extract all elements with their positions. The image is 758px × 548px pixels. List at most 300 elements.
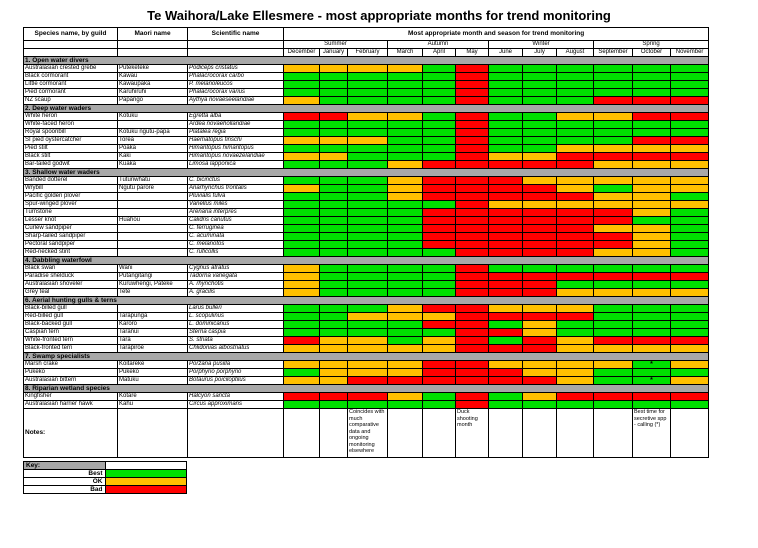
month-cell-may [456,113,489,121]
month-cell-december [284,65,320,73]
month-cell-march [388,249,423,257]
month-cell-february [348,305,388,313]
month-cell-march [388,273,423,281]
species-name-cell: Black stilt [24,153,118,161]
month-cell-november [671,153,709,161]
maori-name-cell: Huahou [118,217,188,225]
month-header: May [456,49,489,57]
maori-name-cell [118,241,188,249]
empty-cell [118,49,188,57]
scientific-name-cell: Tadorna variegata [188,273,284,281]
month-cell-october [633,73,671,81]
month-cell-april [423,377,456,385]
month-cell-august [557,161,594,169]
month-cell-may [456,161,489,169]
note-cell-september [594,409,633,458]
month-cell-july [523,249,557,257]
month-cell-february [348,81,388,89]
month-cell-march [388,225,423,233]
month-cell-november [671,361,709,369]
month-cell-march [388,329,423,337]
month-cell-june [489,153,523,161]
month-cell-october [633,193,671,201]
scientific-name-cell: Porphyrio porphyrio [188,369,284,377]
month-cell-february [348,89,388,97]
maori-name-cell: Tete [118,289,188,297]
month-cell-february [348,273,388,281]
month-cell-january [320,65,348,73]
month-cell-april [423,321,456,329]
month-cell-october [633,313,671,321]
month-cell-august [557,281,594,289]
month-cell-august [557,153,594,161]
month-cell-may [456,97,489,105]
species-name-cell: Sharp-tailed sandpiper [24,233,118,241]
month-cell-may [456,369,489,377]
month-cell-october [633,145,671,153]
month-cell-august [557,289,594,297]
month-cell-april [423,313,456,321]
scientific-name-cell: Porzana pusilla [188,361,284,369]
guild-section-row [24,297,709,305]
month-cell-may [456,329,489,337]
month-cell-april [423,345,456,353]
month-cell-december [284,209,320,217]
scientific-name-cell: Aythya novaeseelandiae [188,97,284,105]
month-cell-march [388,89,423,97]
month-cell-january [320,209,348,217]
species-name-cell: Black-billed gull [24,305,118,313]
month-cell-june [489,281,523,289]
month-cell-october [633,97,671,105]
month-cell-september [594,97,633,105]
month-cell-september [594,305,633,313]
species-row [24,89,709,97]
species-row [24,281,709,289]
month-cell-december [284,217,320,225]
scientific-name-cell: Chlidonias albostriatus [188,345,284,353]
month-cell-march [388,321,423,329]
month-cell-april [423,393,456,401]
maori-name-cell: Pukeko [118,369,188,377]
month-cell-november [671,145,709,153]
maori-name-cell: Kawau [118,73,188,81]
empty-cell [105,462,187,470]
month-cell-december [284,201,320,209]
maori-name-cell: Putangitangi [118,273,188,281]
month-cell-december [284,225,320,233]
month-header: August [557,49,594,57]
maori-name-cell [118,249,188,257]
month-cell-november [671,217,709,225]
month-cell-may [456,273,489,281]
scientific-name-cell: C. ferruginea [188,225,284,233]
month-cell-november [671,121,709,129]
month-cell-april [423,305,456,313]
month-cell-january [320,201,348,209]
scientific-name-cell: Circus approximans [188,401,284,409]
month-cell-january [320,81,348,89]
month-cell-april [423,193,456,201]
month-cell-february [348,241,388,249]
month-cell-february [348,217,388,225]
month-cell-january [320,129,348,137]
month-cell-may [456,217,489,225]
month-cell-february [348,361,388,369]
month-cell-june [489,377,523,385]
month-cell-september [594,113,633,121]
month-cell-february [348,113,388,121]
month-cell-february [348,321,388,329]
month-cell-august [557,177,594,185]
species-name-cell: Wrybill [24,185,118,193]
species-row [24,129,709,137]
guild-section-row [24,105,709,113]
maori-name-cell [118,209,188,217]
empty-cell [188,409,284,458]
month-cell-may [456,233,489,241]
month-cell-january [320,185,348,193]
month-cell-april [423,249,456,257]
month-cell-april [423,81,456,89]
month-cell-november [671,209,709,217]
month-cell-november [671,313,709,321]
month-cell-may [456,345,489,353]
scientific-name-cell: C. melanotos [188,241,284,249]
month-cell-january [320,241,348,249]
key-item-row [24,478,187,486]
month-cell-november [671,329,709,337]
note-cell-january [320,409,348,458]
month-cell-august [557,377,594,385]
month-cell-june [489,201,523,209]
month-cell-april [423,361,456,369]
month-cell-september [594,193,633,201]
month-header: September [594,49,633,57]
maori-name-cell: Kahu [118,401,188,409]
month-cell-october [633,249,671,257]
species-name-cell: Kingfisher [24,393,118,401]
month-cell-july [523,273,557,281]
month-cell-august [557,265,594,273]
month-cell-july [523,129,557,137]
species-name-cell: Marsh crake [24,361,118,369]
month-cell-january [320,249,348,257]
month-cell-march [388,289,423,297]
month-cell-july [523,337,557,345]
month-cell-july [523,113,557,121]
month-cell-september [594,225,633,233]
month-cell-july [523,265,557,273]
month-cell-july [523,97,557,105]
species-name-cell: White heron [24,113,118,121]
month-cell-february [348,121,388,129]
month-cell-october [633,273,671,281]
month-cell-february [348,129,388,137]
month-cell-june [489,65,523,73]
month-cell-september [594,177,633,185]
maori-name-cell: Ngutu parore [118,185,188,193]
month-cell-september [594,345,633,353]
species-name-cell: Black cormorant [24,73,118,81]
month-cell-july [523,153,557,161]
month-cell-may [456,281,489,289]
month-cell-july [523,185,557,193]
month-cell-march [388,217,423,225]
month-cell-january [320,281,348,289]
month-cell-december [284,401,320,409]
month-cell-july [523,201,557,209]
key-item-row [24,470,187,478]
species-row [24,81,709,89]
month-cell-november [671,249,709,257]
guild-section-header: 1. Open water divers [24,57,709,65]
month-cell-february [348,289,388,297]
month-cell-june [489,393,523,401]
month-cell-june [489,177,523,185]
guild-section-row [24,169,709,177]
maori-name-cell: Tarapiroe [118,345,188,353]
species-row [24,401,709,409]
note-cell-november [671,409,709,458]
month-cell-september [594,321,633,329]
month-cell-march [388,113,423,121]
month-cell-september [594,89,633,97]
species-name-cell: Black-fronted tern [24,345,118,353]
scientific-name-cell: Sterna caspia [188,329,284,337]
month-cell-august [557,65,594,73]
month-cell-november [671,97,709,105]
month-cell-february [348,193,388,201]
month-cell-august [557,225,594,233]
month-cell-march [388,377,423,385]
month-cell-august [557,233,594,241]
key-swatch-best [105,470,187,478]
month-cell-february [348,393,388,401]
month-cell-august [557,73,594,81]
scientific-name-cell: C. acuminata [188,233,284,241]
month-cell-june [489,249,523,257]
empty-cell [24,41,118,49]
month-cell-july [523,345,557,353]
month-cell-october [633,345,671,353]
month-cell-august [557,89,594,97]
month-cell-april [423,281,456,289]
month-cell-september [594,129,633,137]
month-cell-november [671,73,709,81]
month-cell-december [284,153,320,161]
month-cell-january [320,265,348,273]
month-cell-july [523,377,557,385]
species-name-cell: Royal spoonbill [24,129,118,137]
maori-name-cell: Papango [118,97,188,105]
month-cell-august [557,121,594,129]
month-cell-november [671,369,709,377]
species-row [24,209,709,217]
month-cell-december [284,305,320,313]
month-cell-may [456,321,489,329]
maori-name-cell: Torea [118,137,188,145]
month-cell-april [423,337,456,345]
month-cell-march [388,265,423,273]
month-cell-september [594,217,633,225]
month-cell-february [348,401,388,409]
month-cell-july [523,217,557,225]
month-cell-february [348,281,388,289]
scientific-name-cell: Anarhynchus frontalis [188,185,284,193]
month-cell-march [388,177,423,185]
month-cell-october [633,185,671,193]
month-cell-february [348,225,388,233]
month-cell-october [633,281,671,289]
maori-name-cell: Matuku [118,377,188,385]
month-cell-october [633,233,671,241]
month-cell-december [284,145,320,153]
guild-section-header: 7. Swamp specialists [24,353,709,361]
month-cell-january [320,273,348,281]
month-cell-march [388,65,423,73]
species-name-cell: Banded dotterel [24,177,118,185]
month-cell-march [388,97,423,105]
month-cell-february [348,137,388,145]
scientific-name-cell: Cygnus atratus [188,265,284,273]
month-cell-september [594,201,633,209]
month-cell-december [284,265,320,273]
month-cell-december [284,185,320,193]
maori-name-cell: Karuhiruhi [118,89,188,97]
month-cell-december [284,393,320,401]
species-row [24,361,709,369]
month-cell-march [388,201,423,209]
month-cell-december [284,241,320,249]
month-cell-april [423,217,456,225]
month-cell-december [284,345,320,353]
month-cell-july [523,329,557,337]
species-row [24,241,709,249]
species-row [24,393,709,401]
month-header-row [24,49,709,57]
month-header: January [320,49,348,57]
species-row [24,329,709,337]
species-name-cell: White-fronted tern [24,337,118,345]
month-cell-december [284,121,320,129]
month-cell-march [388,121,423,129]
species-row [24,337,709,345]
month-cell-july [523,137,557,145]
month-cell-march [388,337,423,345]
month-cell-july [523,305,557,313]
month-cell-may [456,401,489,409]
species-name-cell: Black swan [24,265,118,273]
species-name-cell: Pectoral sandpiper [24,241,118,249]
month-cell-january [320,377,348,385]
month-cell-july [523,241,557,249]
species-row [24,305,709,313]
season-header: Winter [489,41,594,49]
guild-section-header: 6. Aerial hunting gulls & terns [24,297,709,305]
month-cell-may [456,361,489,369]
month-cell-january [320,329,348,337]
maori-name-cell: Wani [118,265,188,273]
month-cell-december [284,369,320,377]
maori-name-cell: Kotare [118,393,188,401]
month-cell-october [633,393,671,401]
month-cell-september [594,145,633,153]
month-cell-july [523,225,557,233]
species-name-cell: Lesser knot [24,217,118,225]
species-name-cell: Australasian shoveler [24,281,118,289]
month-cell-may [456,241,489,249]
species-name-cell: Spur-winged plover [24,201,118,209]
scientific-name-cell: C. ruficollis [188,249,284,257]
month-cell-january [320,121,348,129]
month-cell-january [320,225,348,233]
month-cell-october [633,337,671,345]
month-cell-december [284,113,320,121]
scientific-name-cell: Himantopus novaezelandiae [188,153,284,161]
month-header: July [523,49,557,57]
scientific-name-cell: P. melanoleucos [188,81,284,89]
maori-name-cell [118,193,188,201]
month-cell-august [557,329,594,337]
guild-section-header: 4. Dabbling waterfowl [24,257,709,265]
month-cell-february [348,97,388,105]
month-cell-june [489,121,523,129]
month-cell-january [320,345,348,353]
month-cell-october [633,209,671,217]
month-cell-february [348,161,388,169]
month-cell-january [320,401,348,409]
month-cell-october [633,177,671,185]
species-row [24,177,709,185]
month-cell-september [594,137,633,145]
month-cell-june [489,97,523,105]
month-cell-february [348,345,388,353]
month-cell-november [671,225,709,233]
month-cell-june [489,113,523,121]
month-cell-february [348,201,388,209]
month-cell-march [388,241,423,249]
month-cell-may [456,377,489,385]
month-cell-april [423,161,456,169]
key-label: Key: [24,462,106,470]
month-cell-january [320,289,348,297]
month-cell-november [671,273,709,281]
month-cell-january [320,97,348,105]
key-item-label: Bad [24,486,106,494]
month-cell-august [557,241,594,249]
month-cell-november [671,241,709,249]
col-header-months: Most appropriate month and season for trend monitoring [284,28,709,41]
month-cell-march [388,281,423,289]
month-cell-september [594,369,633,377]
guild-section-header: 2. Deep water waders [24,105,709,113]
note-cell-march [388,409,423,458]
note-cell-february: Coincides with much comparative data and ongoing monitoring elsewhere [348,409,388,458]
month-cell-october [633,241,671,249]
month-header: October [633,49,671,57]
month-cell-april [423,201,456,209]
month-cell-august [557,273,594,281]
species-row [24,249,709,257]
key-header-row [24,462,187,470]
month-cell-september [594,289,633,297]
maori-name-cell: Poaka [118,145,188,153]
col-header-scientific: Scientific name [188,28,284,41]
month-cell-july [523,233,557,241]
month-cell-may [456,313,489,321]
month-cell-january [320,73,348,81]
